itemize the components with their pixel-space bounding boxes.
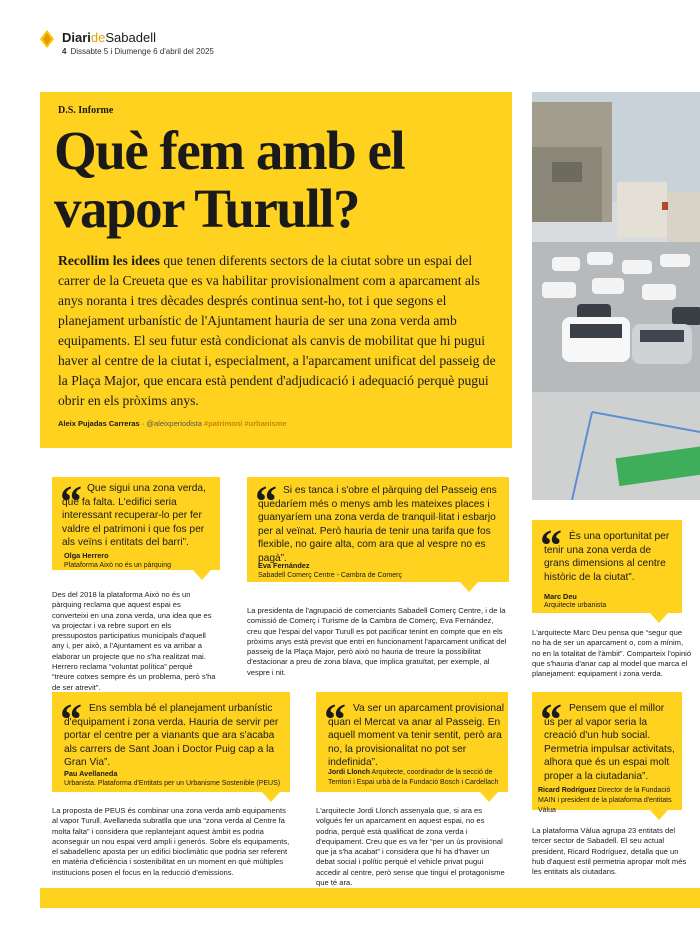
- lead-kicker: Recollim les idees: [58, 253, 160, 268]
- quote-role: Arquitecte urbanista: [544, 602, 607, 609]
- quote-author: Jordi Llonch: [328, 769, 370, 776]
- article-paragraph: L'arquitecte Marc Deu pensa que “segur que no ha de ser un aparcament o, com a mínim, no en la totalitat de l'àmbit”. Comparteix l'opinió que s'hauria d'anar cap al model que marca el planejament: equipament i zona verda.: [532, 628, 692, 679]
- quote-role: Urbanista. Plataforma d'Entitats per un Urbanisme Sostenible (PEUS): [64, 780, 281, 787]
- article-paragraph: Des del 2018 la plataforma Això no és un pàrquing reclama que aquest espai es converteixi en una zona verda, una idea que es va projectar i va rebre suport en els pressupostos participatius municipals d'aquell any i, per això, a l'Ajuntament es va arribar a elaborar un projecte que no s'ha realitzat mai. Herrero reclama “voluntat política” perquè “treure cotxes sempre és un problema, però s'ha de ser atrevit”.: [52, 590, 216, 692]
- article-lead: [58, 251, 498, 411]
- quote-mark-icon: “: [60, 695, 82, 744]
- quote-text: Pensem que el millor ús per al vapor seria la creació d'un hub social. Permetria impulsar activitats, alhora que és un espai molt proper a la ciutadania”.: [544, 703, 675, 782]
- newspaper-logo-icon: [40, 30, 54, 48]
- section-tag: D.S. Informe: [58, 105, 114, 116]
- lead-text: que tenen diferents sectors de la ciutat sobre un espai del carrer de la Creueta que es va habilitar provisionalment com a aparcament als anys noranta i tres dècades després continua sent-ho, tot i que segons el planejament urbanístic de l'Ajuntament hauria de ser una zona verda amb equipaments. El seu futur està condicionat als canvis de mobilitat que hi pugui haver al centre de la ciutat i, especialment, a l'aparcament unificat del passeig de la Plaça Major, que encara està pendent d'adjudicació i adequació perquè pugui obrir en els pròxims anys.: [58, 253, 496, 408]
- article-paragraph: La plataforma Vàlua agrupa 23 entitats del tercer sector de Sabadell. El seu actual president, Ricard Rodríguez, detalla que un hub d'aquest estil permetria apropar molt més les entitats als ciutadans.: [532, 826, 687, 877]
- quote-role: Director de la Fundació MAIN i president de la plataforma d'entitats Vàlua: [538, 787, 672, 814]
- quote-author: Marc Deu: [544, 592, 577, 601]
- footer-bar: [40, 888, 700, 908]
- page-number: 4: [62, 47, 67, 56]
- quote-attribution: [538, 786, 678, 816]
- quote-text: És una oportunitat per tenir una zona verda de grans dimensions al centre històric de la ciutat”.: [544, 531, 670, 583]
- quote-role: Plataforma Això no és un pàrquing: [64, 562, 172, 569]
- page-dateline: [62, 47, 214, 56]
- byline: Aleix Pujadas Carreras · @aleixperiodista #patrimoni #urbanisme: [58, 419, 287, 428]
- quote-role: Sabadell Comerç Centre - Cambra de Comerç: [258, 572, 402, 579]
- quote-mark-icon: “: [540, 521, 562, 570]
- quote-text: Va ser un aparcament provisional quan el Mercat va anar al Passeig. En aquell moment va tenir sentit, però ara no, la provisionalitat no pot ser indefinida”.: [328, 703, 505, 768]
- quote-mark-icon: “: [540, 695, 562, 744]
- quote-author: Ricard Rodríguez: [538, 787, 596, 794]
- article-paragraph: La presidenta de l'agrupació de comerciants Sabadell Comerç Centre, i de la comissió de Comerç i Turisme de la Cambra de Comerç, Eva Fernández, creu que l'espai del vapor Turull es pot pacificar tenint en compte que en els pròxims anys està previst que entri en funcionament l'aparcament unificat del passeig de la Plaça Major, però això no hauria de treure la possibilitat d'estacionar a preu de zona blava, que implica gratuïtat, per exemple, al vespre i nit.: [247, 606, 507, 677]
- quote-author: Olga Herrero: [64, 551, 109, 560]
- author-handle[interactable]: @aleixperiodista: [146, 419, 202, 428]
- parking-lot-photo: [532, 92, 700, 500]
- quote-mark-icon: “: [255, 477, 277, 526]
- quote-attribution: [328, 768, 504, 788]
- quote-notch: [262, 792, 280, 802]
- article-paragraph: L'arquitecte Jordi Llonch assenyala que, si ara es volgués fer un aparcament en aquest espai, no es podria, perquè està qualificat de zona verda i d'equipament. Creu que es va fer “per un ús provisional que ja s'ha acabat” i considera que hi ha d'haver un debat social i polític perquè el vehicle privat pugui accedir al centre, però sense que tingui el protagonisme que té ara.: [316, 806, 505, 888]
- quote-text: Si es tanca i s'obre el pàrquing del Passeig ens quedaríem més o menys amb les mateixes places i guanyaríem una zona verda de tranquil·litat i esbarjo per al veïnat. Però hauria de tenir una tarifa que fos flexible, no gaire alta, com ara que al vespre no es pagà”.: [258, 485, 497, 564]
- issue-date: Dissabte 5 i Diumenge 6 d'abril del 2025: [70, 47, 214, 56]
- quote-role: Arquitecte, coordinador de la secció de Territori i Espai urbà de la Fundació Bosch i Cardellach: [328, 769, 499, 786]
- article-title: Què fem amb el vapor Turull?: [54, 120, 405, 239]
- article-paragraph: La proposta de PEUS és combinar una zona verda amb equipaments al vapor Turull. Avellaneda subratlla que una “zona verda al Centre fa molta falta” i considera que replantejant aquest àmbit es podria aconseguir un nou espai verd ampli i generós. Sobre els equipaments, el sabadellenc aposta per un edifici bioclimàtic que podria ser referent en matèria d'eficiència i sostenibilitat en un moment en què múltiples institucions posen el focus en la reducció d'emissions.: [52, 806, 290, 877]
- hashtags[interactable]: #patrimoni #urbanisme: [201, 419, 287, 428]
- quote-notch: [650, 613, 668, 623]
- quote-text: Ens sembla bé el planejament urbanístic d'equipament i zona verda. Hauria de servir per portar el centre per a vianants que ara s'acaba als carrers de Sant Joan i Doctor Puig cap a la Gran Via”.: [64, 703, 279, 768]
- quote-text: Que sigui una zona verda, que fa falta. L'edifici seria interessant recuperar-lo per fer valdre el patrimoni i que fos per als veïns i entitats del barri”.: [62, 483, 206, 548]
- quote-notch: [480, 792, 498, 802]
- newspaper-brand[interactable]: DiarideSabadell: [62, 30, 156, 45]
- author-name: Aleix Pujadas Carreras: [58, 419, 140, 428]
- quote-notch: [193, 570, 211, 580]
- quote-mark-icon: “: [60, 477, 82, 526]
- quote-author: Eva Fernández: [258, 561, 310, 570]
- quote-notch: [460, 582, 478, 592]
- quote-mark-icon: “: [324, 695, 346, 744]
- quote-author: Pau Avellaneda: [64, 769, 118, 778]
